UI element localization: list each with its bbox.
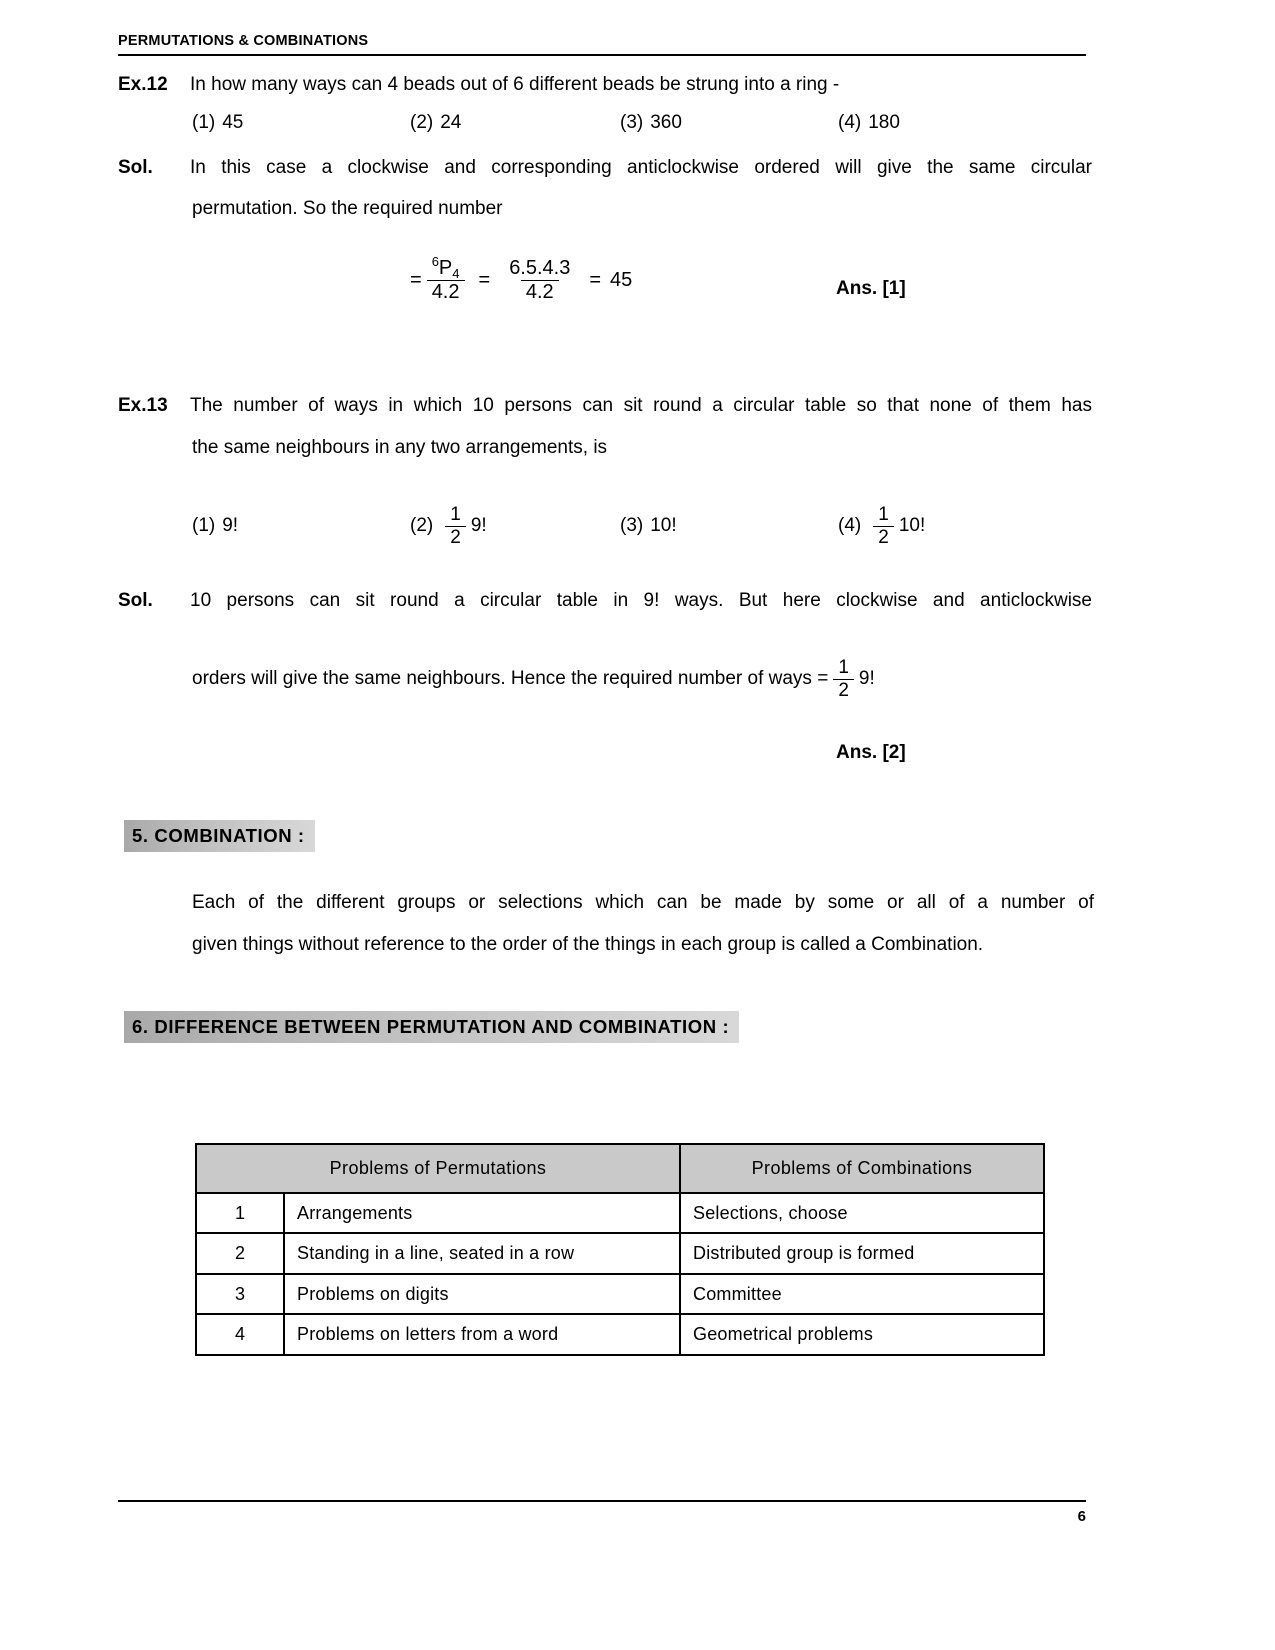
example-12-solution-line1: In this case a clockwise and corresponding anticlockwise ordered will give the same circular [190, 157, 1092, 178]
example-12-solution-line2-row [192, 194, 1094, 225]
solution-fraction-operand: 9! [858, 668, 875, 690]
expanded-numerator: 6.5.4.3 [509, 257, 571, 279]
section-5-body-line2-row [192, 930, 1094, 961]
section-5-body-line1-row [192, 888, 1094, 919]
option-3-value: 10! [650, 515, 677, 537]
permutation-fraction [427, 254, 465, 303]
row-combination: Committee [680, 1274, 1044, 1315]
expanded-fraction [504, 258, 575, 303]
example-13-solution-tag: Sol. [118, 590, 153, 611]
header-title: PERMUTATIONS & COMBINATIONS [118, 33, 369, 49]
option-2-label: (2) [410, 112, 434, 133]
option-4[interactable] [838, 505, 925, 548]
formula-equals-1: = [410, 269, 422, 291]
example-12-formula [410, 254, 633, 303]
option-1[interactable] [192, 112, 410, 134]
table-header-row [196, 1144, 1044, 1193]
comparison-table [195, 1143, 1045, 1356]
example-13-question-row [118, 391, 1093, 422]
example-13-answer: Ans. [2] [836, 742, 906, 763]
option-3[interactable] [620, 112, 838, 134]
option-1-label: (1) [192, 112, 216, 133]
example-13-solution-line1: 10 persons can sit round a circular table in 9! ways. But here clockwise and anticlockwise [190, 590, 1092, 611]
example-12-question: In how many ways can 4 beads out of 6 different beads be strung into a ring - [190, 74, 840, 95]
permutation-superscript: 6 [431, 254, 439, 269]
option-4-value: 10! [898, 515, 926, 537]
table-row [196, 1233, 1044, 1274]
example-13-tag: Ex.13 [118, 395, 168, 416]
example-13-question-line2: the same neighbours in any two arrangements, is [192, 437, 608, 458]
permutation-notation [427, 254, 465, 281]
page-number: 6 [1077, 1508, 1086, 1525]
example-13-question-line2-row [192, 433, 1094, 464]
example-13-solution-line2-text: orders will give the same neighbours. Hence the required number of ways = [192, 668, 829, 690]
option-4-fraction-numerator: 1 [878, 504, 889, 525]
table-header-combinations: Problems of Combinations [680, 1144, 1044, 1193]
permutation-denominator: 4.2 [427, 280, 465, 303]
table-row [196, 1193, 1044, 1234]
formula-equals-2: = [478, 269, 491, 291]
option-4[interactable] [838, 112, 900, 134]
row-combination: Geometrical problems [680, 1314, 1044, 1355]
row-index: 4 [196, 1314, 284, 1355]
formula-equals-3: = [589, 269, 602, 291]
row-permutation: Problems on digits [284, 1274, 680, 1315]
solution-fraction-denominator: 2 [833, 679, 854, 701]
example-12-solution-line2: permutation. So the required number [192, 198, 503, 219]
solution-fraction-numerator: 1 [838, 657, 849, 678]
option-2-label: (2) [410, 515, 434, 537]
page-footer [118, 1500, 1086, 1525]
section-5-body-line2: given things without reference to the order of the things in each group is called a Combination. [192, 934, 984, 955]
option-1-label: (1) [192, 515, 216, 537]
option-2-value: 9! [470, 515, 487, 537]
row-permutation: Problems on letters from a word [284, 1314, 680, 1355]
example-13-options [192, 505, 1092, 548]
example-13-question-line1: The number of ways in which 10 persons can sit round a circular table so that none of them has [190, 395, 1092, 416]
option-1[interactable] [192, 515, 410, 537]
option-4-fraction-denominator: 2 [873, 526, 894, 548]
option-3-label: (3) [620, 515, 644, 537]
table-row [196, 1314, 1044, 1355]
row-permutation: Standing in a line, seated in a row [284, 1233, 680, 1274]
example-12-solution-tag: Sol. [118, 157, 153, 178]
row-index: 1 [196, 1193, 284, 1234]
section-5-body-line1: Each of the different groups or selections which can be made by some or all of a number of [192, 892, 1094, 913]
example-12-answer: Ans. [1] [836, 278, 906, 299]
section-5-heading: 5. COMBINATION : [124, 820, 315, 852]
example-12-tag: Ex.12 [118, 74, 168, 95]
permutation-letter: P [438, 257, 453, 279]
option-3[interactable] [620, 515, 838, 537]
option-2-fraction-numerator: 1 [450, 504, 461, 525]
option-1-value: 45 [222, 112, 244, 133]
example-12-options [192, 112, 1092, 134]
option-2-fraction [445, 505, 466, 548]
example-13-solution-line2 [192, 658, 875, 701]
solution-fraction [833, 658, 854, 701]
option-1-value: 9! [222, 515, 239, 537]
comparison-table-wrapper [195, 1143, 1045, 1356]
option-2-value: 24 [440, 112, 462, 133]
example-12-question-row [118, 70, 1093, 101]
row-combination: Selections, choose [680, 1193, 1044, 1234]
formula-result: 45 [610, 269, 633, 291]
option-4-value: 180 [868, 112, 900, 133]
example-13-solution-line2-row [192, 658, 1092, 701]
option-2[interactable] [410, 505, 620, 548]
option-3-label: (3) [620, 112, 644, 133]
header-divider [118, 54, 1086, 56]
row-index: 3 [196, 1274, 284, 1315]
row-index: 2 [196, 1233, 284, 1274]
row-combination: Distributed group is formed [680, 1233, 1044, 1274]
page-header [118, 34, 1086, 56]
example-13-solution-row [118, 586, 1093, 617]
permutation-subscript: 4 [452, 266, 460, 281]
table-header-permutations: Problems of Permutations [196, 1144, 680, 1193]
option-2[interactable] [410, 112, 620, 134]
option-4-label: (4) [838, 112, 862, 133]
section-6-heading: 6. DIFFERENCE BETWEEN PERMUTATION AND COMBINATION : [124, 1011, 739, 1043]
expanded-denominator: 4.2 [521, 280, 559, 303]
option-4-fraction [873, 505, 894, 548]
example-12-solution-row [118, 153, 1093, 184]
option-4-label: (4) [838, 515, 862, 537]
row-permutation: Arrangements [284, 1193, 680, 1234]
table-row [196, 1274, 1044, 1315]
option-3-value: 360 [650, 112, 682, 133]
option-2-fraction-denominator: 2 [445, 526, 466, 548]
